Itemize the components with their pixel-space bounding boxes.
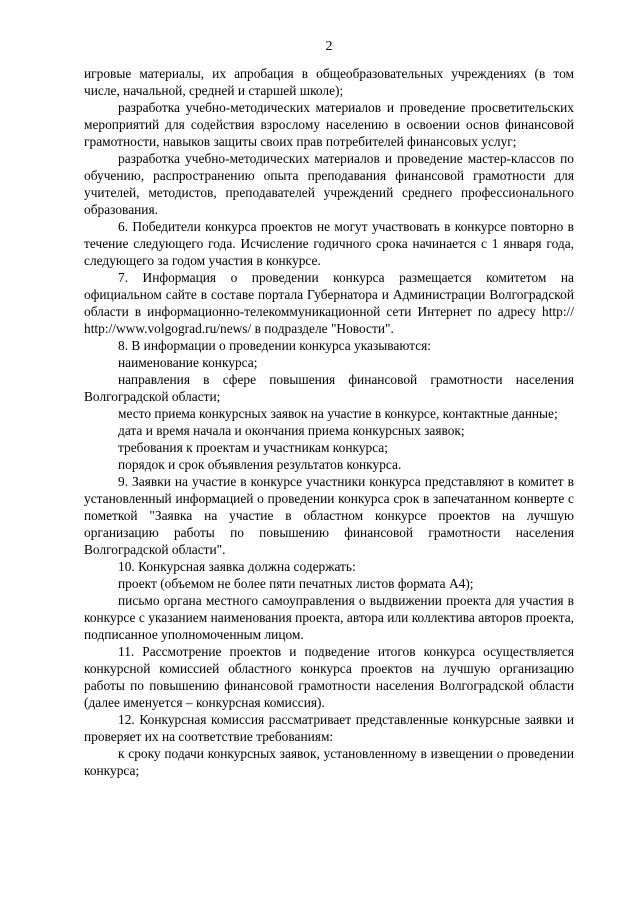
document-body	[84, 65, 574, 779]
paragraph: проект (объемом не более пяти печатных листов формата А4);	[118, 576, 474, 591]
paragraph: 7. Информация о проведении конкурса размещается комитетом на официальном сайте в составе портала Губернатора и Администрации Волгоградской области в информационно-телекоммуникационной сети Интернет по адресу http:// http://www.volgograd.ru/news/ в подразделе "Новости".	[84, 270, 574, 336]
paragraph: 9. Заявки на участие в конкурсе участники конкурса представляют в комитет в установленный информацией о проведении конкурса срок в запечатанном конверте с пометкой "Заявка на участие в областном конкурсе проектов на лучшую организацию работы по повышению финансовой грамотности населения Волгоградской области".	[84, 474, 574, 557]
paragraph: 10. Конкурсная заявка должна содержать:	[118, 559, 356, 574]
paragraph: письмо органа местного самоуправления о выдвижении проекта для участия в конкурсе с указанием наименования проекта, автора или коллектива авторов проекта, подписанное уполномоченным лицом.	[84, 593, 574, 642]
paragraph: разработка учебно-методических материалов и проведение мастер-классов по обучению, распространению опыта преподавания финансовой грамотности для учителей, методистов, преподавателей учреждений среднего профессионального образования.	[84, 151, 574, 217]
paragraph: 6. Победители конкурса проектов не могут участвовать в конкурсе повторно в течение следующего года. Исчисление годичного срока начинается с 1 января года, следующего за годом участия в конкурсе.	[84, 219, 574, 268]
paragraph: место приема конкурсных заявок на участие в конкурсе, контактные данные;	[118, 406, 558, 421]
paragraph: порядок и срок объявления результатов конкурса.	[118, 457, 402, 472]
paragraph: дата и время начала и окончания приема конкурсных заявок;	[118, 423, 465, 438]
paragraph: 8. В информации о проведении конкурса указываются:	[118, 338, 432, 353]
paragraph: 11. Рассмотрение проектов и подведение итогов конкурса осуществляется конкурсной комиссией областного конкурса проектов на лучшую организацию работы по повышению финансовой грамотности населения Волгоградской области (далее именуется – конкурсная комиссия).	[84, 644, 574, 710]
paragraph: наименование конкурса;	[118, 355, 258, 370]
paragraph: требования к проектам и участникам конкурса;	[118, 440, 388, 455]
paragraph: к сроку подачи конкурсных заявок, установленному в извещении о проведении конкурса;	[84, 746, 574, 778]
paragraph: игровые материалы, их апробация в общеобразовательных учреждениях (в том числе, начальной, средней и старшей школе);	[84, 66, 574, 98]
paragraph: направления в сфере повышения финансовой грамотности населения Волгоградской области;	[84, 372, 574, 404]
paragraph: 12. Конкурсная комиссия рассматривает представленные конкурсные заявки и проверяет их на соответствие требованиям:	[84, 712, 574, 744]
paragraph: разработка учебно-методических материалов и проведение просветительских мероприятий для содействия взрослому населению в освоении основ финансовой грамотности, навыков защиты своих прав потребителей финансовых услуг;	[84, 100, 574, 149]
page-number: 2	[325, 39, 333, 54]
